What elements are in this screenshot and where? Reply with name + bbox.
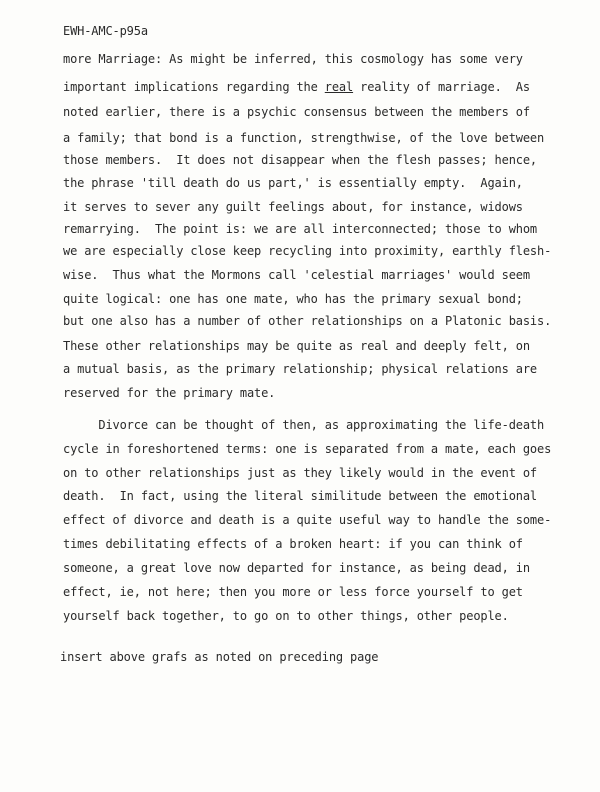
text-line: more Marriage: As might be inferred, this cosmology has some very — [63, 52, 523, 66]
text-line: effect of divorce and death is a quite useful way to handle the some- — [63, 513, 552, 527]
text-line: it serves to sever any guilt feelings about, for instance, widows — [63, 200, 523, 214]
text-line: death. In fact, using the literal similitude between the emotional — [63, 489, 537, 503]
text-line — [63, 80, 530, 94]
text-line: someone, a great love now departed for instance, as being dead, in — [63, 561, 530, 575]
page-header: EWH-AMC-p95a — [63, 24, 148, 38]
footnote: insert above grafs as noted on preceding page — [60, 650, 379, 664]
text-line: noted earlier, there is a psychic consensus between the members of — [63, 105, 530, 119]
text-segment: important implications regarding the — [63, 80, 325, 94]
text-line: effect, ie, not here; then you more or less force yourself to get — [63, 585, 523, 599]
underlined-word: real — [324, 80, 354, 94]
text-segment: reality of marriage. As — [353, 80, 530, 94]
text-line: a mutual basis, as the primary relationship; physical relations are — [63, 362, 537, 376]
text-line: These other relationships may be quite as real and deeply felt, on — [63, 339, 530, 353]
text-line: Divorce can be thought of then, as approximating the life-death — [63, 418, 545, 432]
text-line: reserved for the primary mate. — [63, 386, 276, 400]
text-line: quite logical: one has one mate, who has the primary sexual bond; — [63, 292, 523, 306]
text-line: times debilitating effects of a broken heart: if you can think of — [63, 537, 523, 551]
text-line: cycle in foreshortened terms: one is separated from a mate, each goes — [63, 442, 552, 456]
text-line: a family; that bond is a function, strengthwise, of the love between — [63, 131, 545, 145]
text-line: those members. It does not disappear when the flesh passes; hence, — [63, 153, 537, 167]
text-line: remarrying. The point is: we are all interconnected; those to whom — [63, 222, 537, 236]
text-line: we are especially close keep recycling into proximity, earthly flesh- — [63, 244, 552, 258]
text-line: the phrase 'till death do us part,' is essentially empty. Again, — [63, 176, 523, 190]
text-line: on to other relationships just as they likely would in the event of — [63, 466, 537, 480]
text-line: wise. Thus what the Mormons call 'celestial marriages' would seem — [63, 268, 530, 282]
text-line: yourself back together, to go on to other things, other people. — [63, 609, 509, 623]
text-line: but one also has a number of other relationships on a Platonic basis. — [63, 314, 552, 328]
